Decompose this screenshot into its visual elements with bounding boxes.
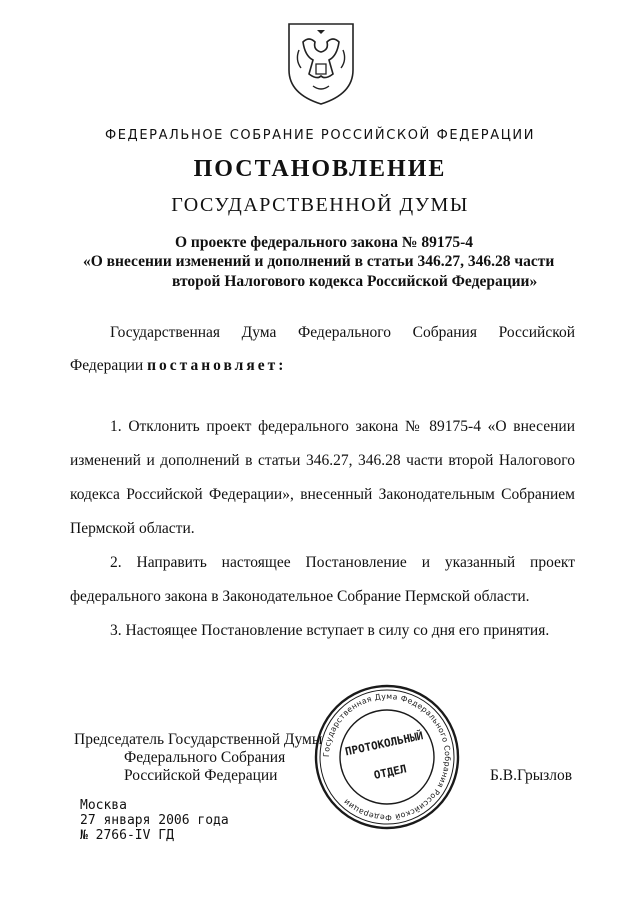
item-3-line-1: 3. Настоящее Постановление вступает в силу со дня его принятия. — [110, 622, 550, 639]
coat-of-arms-emblem — [285, 20, 357, 106]
document-issuer-title: ГОСУДАРСТВЕННОЙ ДУМЫ — [171, 194, 469, 216]
signature-position-line-1: Председатель Государственной Думы — [74, 731, 323, 748]
footer-city: Москва — [80, 798, 127, 813]
preamble-line-2 — [70, 357, 286, 375]
item-1-line-3: кодекса Российской Федерации», внесенный Законодательным Собранием — [70, 486, 575, 503]
official-seal — [312, 682, 462, 832]
subject-line-3: второй Налогового кодекса Российской Федерации» — [172, 273, 538, 290]
item-2-line-1: 2. Направить настоящее Постановление и указанный проект — [110, 554, 575, 571]
item-2-line-2: федерального закона в Законодательное Собрание Пермской области. — [70, 588, 530, 605]
signature-position-line-3: Российской Федерации — [124, 767, 278, 784]
seal-center-top: ПРОТОКОЛЬНЫЙ — [343, 729, 425, 759]
document-type-title: ПОСТАНОВЛЕНИЕ — [193, 156, 447, 182]
item-1-line-2: изменений и дополнений в статьи 346.27, 346.28 части второй Налогового — [70, 452, 575, 469]
subject-line-2: «О внесении изменений и дополнений в статьи 346.27, 346.28 части — [83, 253, 555, 270]
footer-date: 27 января 2006 года — [80, 813, 229, 828]
preamble-prefix: Федерации — [70, 357, 144, 374]
item-1-line-1: 1. Отклонить проект федерального закона № 89175-4 «О внесении — [110, 418, 575, 435]
organization-title: ФЕДЕРАЛЬНОЕ СОБРАНИЕ РОССИЙСКОЙ ФЕДЕРАЦИИ — [104, 128, 536, 143]
signatory-name: Б.В.Грызлов — [490, 767, 573, 784]
seal-ring-text: Государственная Дума Федерального Собрания Российской Федерации — [321, 691, 453, 823]
footer-number: № 2766-IV ГД — [80, 828, 174, 843]
subject-line-1: О проекте федерального закона № 89175-4 — [175, 234, 474, 251]
preamble-resolves: постановляет: — [147, 357, 287, 374]
svg-text:Государственная Дума Федеральн — [322, 692, 452, 822]
item-1-line-4: Пермской области. — [70, 520, 195, 537]
preamble-line-1: Государственная Дума Федерального Собрания Российской — [110, 324, 575, 341]
seal-center-bottom: ОТДЕЛ — [372, 762, 408, 782]
signature-position-line-2: Федерального Собрания — [124, 749, 286, 766]
